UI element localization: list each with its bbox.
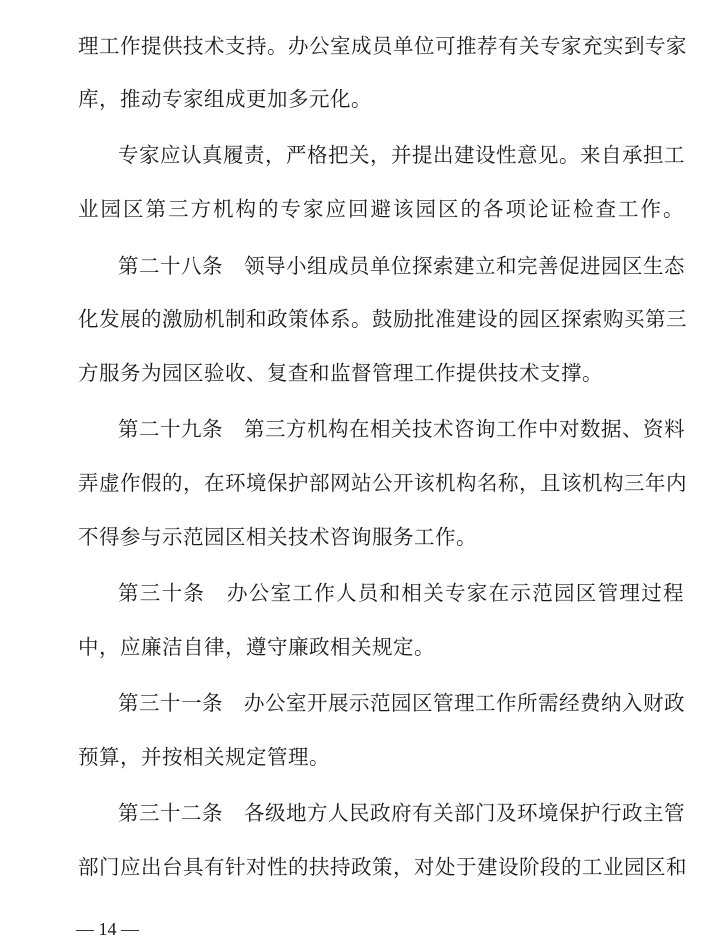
- text-line: 专家应认真履责，严格把关，并提出建设性意见。来自承担工: [118, 143, 685, 167]
- text-line: 部门应出台具有针对性的扶持政策，对处于建设阶段的工业园区和: [78, 855, 687, 879]
- text-line: 弄虚作假的，在环境保护部网站公开该机构名称，且该机构三年内: [78, 471, 687, 495]
- text-line: 预算，并按相关规定管理。: [78, 745, 330, 769]
- article-28-line: 第二十八条 领导小组成员单位探索建立和完善促进园区生态: [118, 254, 685, 278]
- article-31-line: 第三十一条 办公室开展示范园区管理工作所需经费纳入财政: [118, 691, 685, 715]
- text-line: 不得参与示范园区相关技术咨询服务工作。: [78, 525, 477, 549]
- article-29-line: 第二十九条 第三方机构在相关技术咨询工作中对数据、资料: [118, 417, 685, 441]
- text-line: 方服务为园区验收、复查和监督管理工作提供技术支撑。: [78, 361, 603, 385]
- text-line: 库，推动专家组成更加多元化。: [78, 87, 372, 111]
- text-line: 化发展的激励机制和政策体系。鼓励批准建设的园区探索购买第三: [78, 307, 687, 331]
- text-line: 理工作提供技术支持。办公室成员单位可推荐有关专家充实到专家: [78, 34, 687, 58]
- article-30-line: 第三十条 办公室工作人员和相关专家在示范园区管理过程: [118, 581, 684, 605]
- text-line: 业园区第三方机构的专家应回避该园区的各项论证检查工作。: [78, 197, 684, 221]
- text-line: 中，应廉洁自律，遵守廉政相关规定。: [78, 635, 435, 659]
- page-number: — 14 —: [76, 919, 139, 939]
- article-32-line: 第三十二条 各级地方人民政府有关部门及环境保护行政主管: [118, 801, 685, 825]
